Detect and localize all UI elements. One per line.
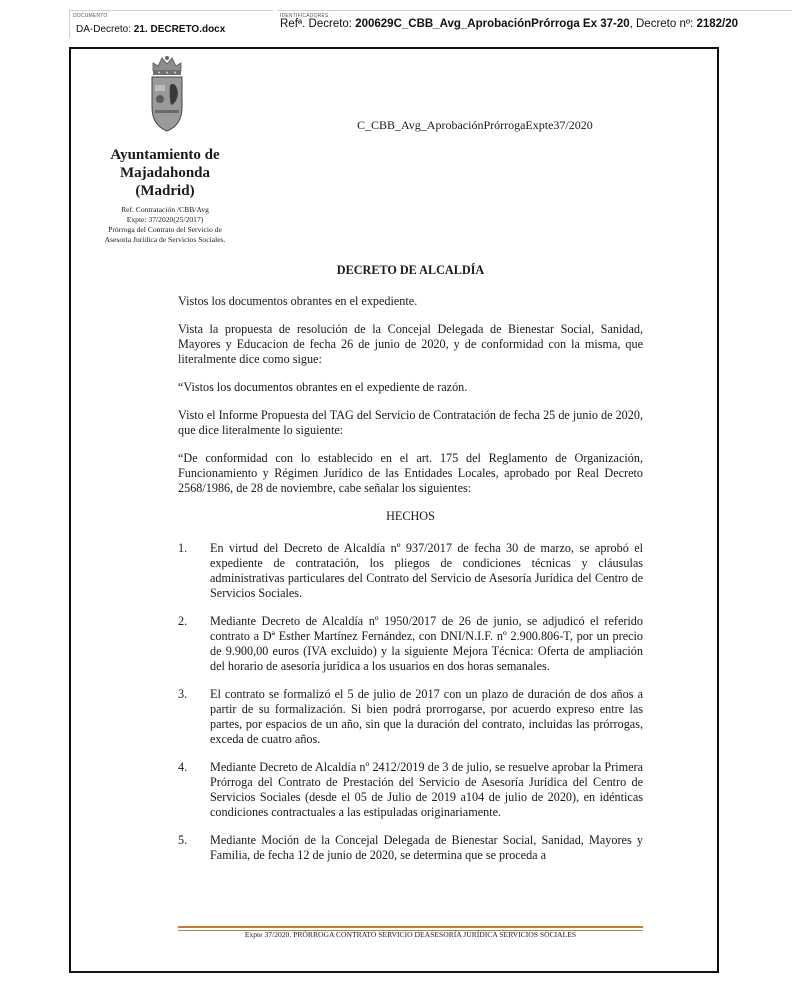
municipality-name-line3: (Madrid) bbox=[135, 183, 195, 199]
footer-rule bbox=[178, 926, 643, 928]
document-filename bbox=[76, 24, 225, 35]
list-item-text: Mediante Decreto de Alcaldía nº 1950/2017 de 26 de junio, se adjudicó el referido contrato a Dª Esther Martínez Fernández, con DNI/N.I.F. nº 2.900.806-T, por un precio de 9.900,00 euros (IVA excluido) y la siguiente Mejora Técnica: Oferta de ampliación del horario de asesoría jurídica a los usuarios en dos horas semanales. bbox=[210, 614, 643, 673]
document-field bbox=[69, 10, 273, 38]
municipality-block bbox=[85, 146, 245, 245]
document-value: 21. DECRETO.docx bbox=[133, 24, 226, 35]
list-item-number: 1. bbox=[178, 541, 188, 555]
list-item-text: Mediante Decreto de Alcaldía nº 2412/2019 de 3 de julio, se resuelve aprobar la Primera Prórroga del Contrato de Prestación del Servicio de Asesoría Jurídica del Centro de Servicios Sociales (desde el 05 de Julio de 2019 a104 de julio de 2020), en idénticas condiciones contractuales a las estipuladas originariamente. bbox=[210, 760, 643, 819]
document-title: DECRETO DE ALCALDÍA bbox=[336, 263, 485, 277]
section-heading: HECHOS bbox=[386, 509, 435, 523]
list-item-text: El contrato se formalizó el 5 de julio de 2017 con un plazo de duración de dos años a partir de su formalización. Si bien podrá prorrogarse, por acuerdo expreso entre las partes, por espacios de un año, sin que la duración del contrato, incluidas las prórrogas, exceda de cuatro años. bbox=[210, 687, 643, 746]
file-reference: C_CBB_Avg_AprobaciónPrórrogaExpte37/2020 bbox=[357, 118, 593, 132]
list-item bbox=[178, 541, 643, 601]
paragraph: “De conformidad con lo establecido en el art. 175 del Reglamento de Organización, Funcionamiento y Régimen Jurídico de las Entidades Locales, aprobado por Real Decreto 2568/1986, de 28 de noviembre, cabe señalar los siguientes: bbox=[178, 451, 643, 495]
identifier-field bbox=[277, 10, 792, 38]
list-item-number: 2. bbox=[178, 614, 188, 628]
list-item-text: Mediante Moción de la Concejal Delegada de Bienestar Social, Sanidad, Mayores y Familia, de fecha 12 de junio de 2020, se determina que se proceda a bbox=[210, 833, 643, 862]
document-body bbox=[178, 294, 643, 876]
footer-text: Expte 37/2020. PRÓRROGA CONTRATO SERVICIO DEASESORÍA JURÍDICA SERVICIOS SOCIALES bbox=[244, 930, 577, 939]
subtitle-line1: Ref. Contratación /CBB/Avg bbox=[121, 205, 209, 214]
list-item bbox=[178, 833, 643, 863]
municipal-coat-of-arms-icon bbox=[149, 55, 185, 133]
municipality-name-line1: Ayuntamiento de bbox=[110, 147, 220, 163]
decree-label: , Decreto nº: bbox=[629, 18, 697, 30]
list-item bbox=[178, 687, 643, 747]
ref-label: Refª. Decreto: bbox=[280, 18, 356, 30]
document-metadata-strip bbox=[0, 0, 792, 46]
subtitle-line2: Expte: 37/2020(25/2017) bbox=[126, 215, 204, 224]
document-caption: DOCUMENTO bbox=[73, 13, 108, 19]
municipality-subtitle bbox=[85, 205, 245, 245]
subtitle-line3: Prórroga del Contrato del Servicio de bbox=[108, 225, 222, 234]
decree-reference bbox=[280, 18, 738, 30]
list-item-number: 3. bbox=[178, 687, 188, 701]
paragraph: “Vistos los documentos obrantes en el expediente de razón. bbox=[178, 380, 468, 394]
identifier-caption: IDENTIFICADORES bbox=[280, 13, 329, 19]
paragraph: Vistos los documentos obrantes en el expediente. bbox=[178, 294, 418, 308]
decree-number: 2182/20 bbox=[696, 18, 739, 30]
municipality-name-line2: Majadahonda bbox=[119, 165, 211, 181]
paragraph: Visto el Informe Propuesta del TAG del Servicio de Contratación de fecha 25 de junio de 2020, que dice literalmente lo siguiente: bbox=[178, 408, 643, 437]
list-item bbox=[178, 614, 643, 674]
ref-value: 200629C_CBB_Avg_AprobaciónPrórroga Ex 37-20 bbox=[355, 18, 630, 30]
document-label: DA-Decreto: bbox=[76, 24, 134, 35]
list-item bbox=[178, 760, 643, 820]
list-item-number: 5. bbox=[178, 833, 188, 847]
subtitle-line4: Asesoría Jurídica de Servicios Sociales. bbox=[104, 235, 226, 244]
list-item-number: 4. bbox=[178, 760, 188, 774]
list-item-text: En virtud del Decreto de Alcaldía nº 937/2017 de fecha 30 de marzo, se aprobó el expediente de contratación, los pliegos de condiciones técnicas y cláusulas administrativas particulares del Contrato del Servicio de Asesoría Jurídica del Centro de Servicios Sociales. bbox=[210, 541, 643, 600]
paragraph: Vista la propuesta de resolución de la Concejal Delegada de Bienestar Social, Sanidad, Mayores y Educacion de fecha 26 de junio de 2020, y de conformidad con la misma, que literalmente dice como sigue: bbox=[178, 322, 643, 366]
